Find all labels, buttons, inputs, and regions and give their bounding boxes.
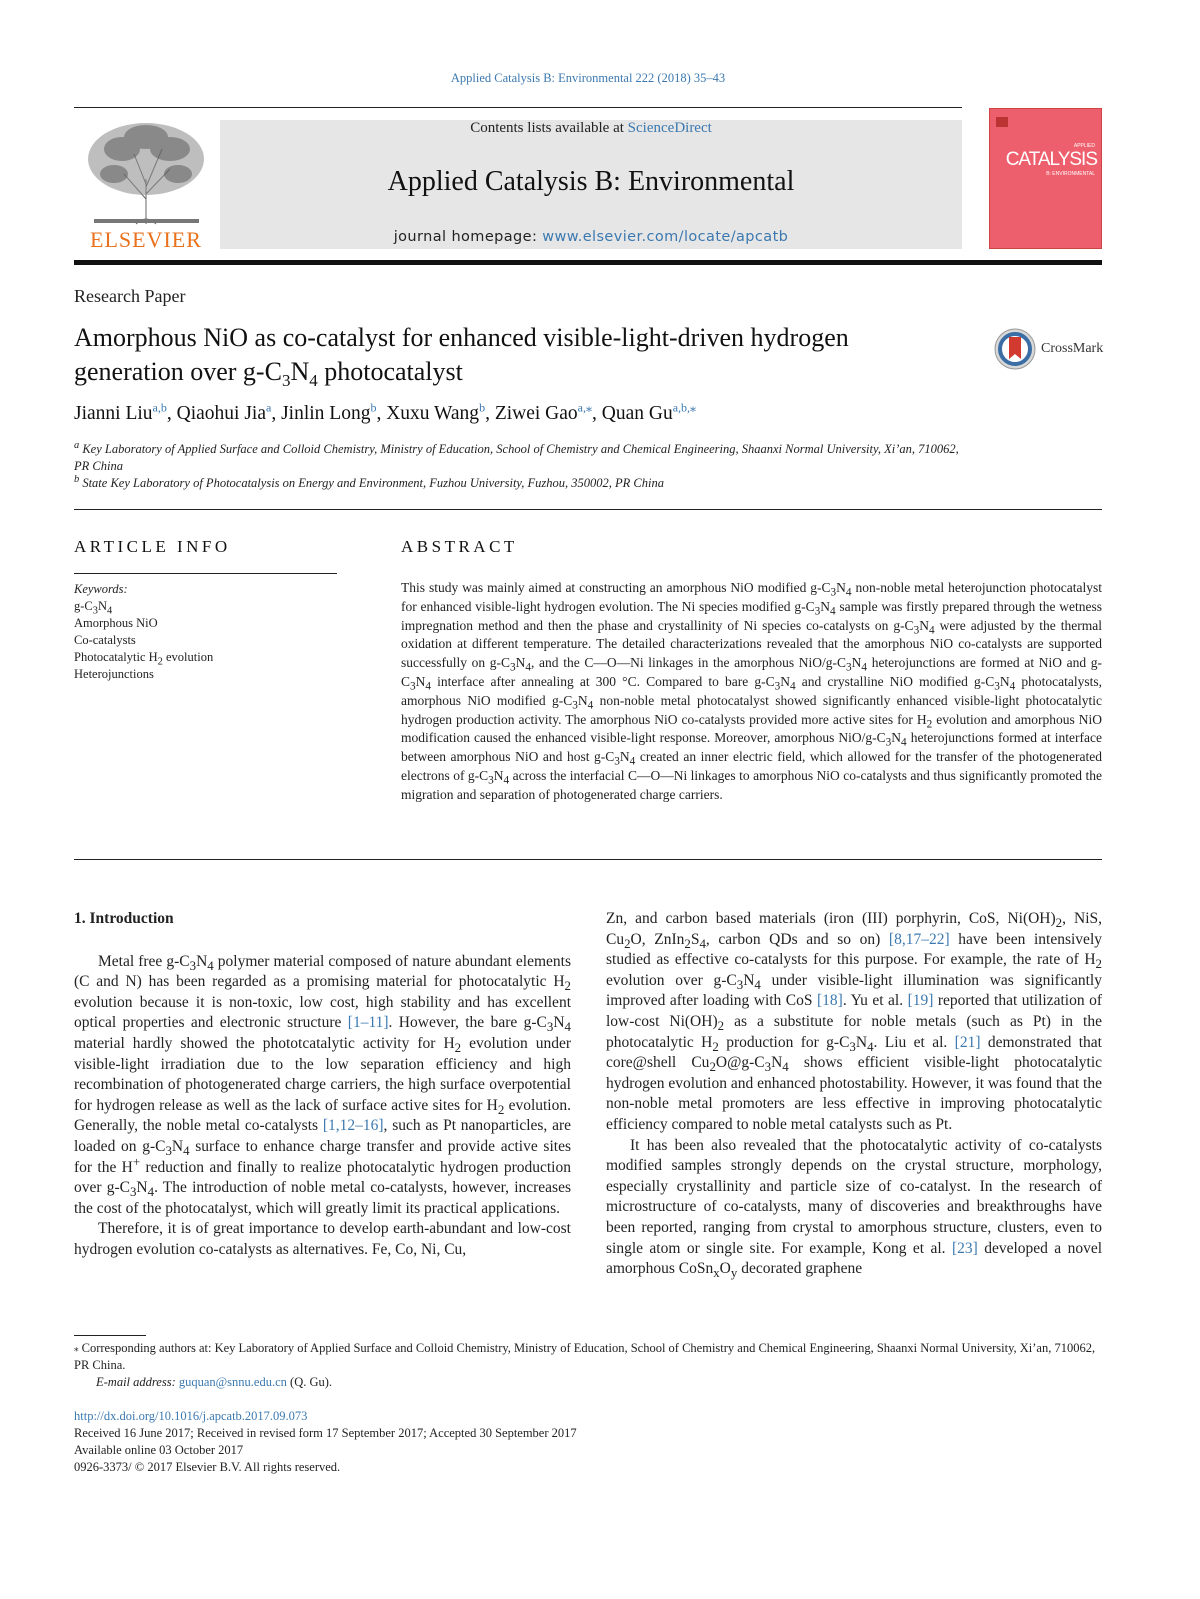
body-column-right: [606, 909, 1102, 1280]
title-line-2-mid: N: [290, 357, 310, 386]
section-rule: [74, 509, 1102, 510]
affiliation: [74, 441, 974, 475]
article-type: Research Paper: [74, 286, 186, 306]
keywords-label: Keywords:: [74, 582, 128, 596]
footnote-rule: [74, 1335, 146, 1336]
author-affil-mark[interactable]: a,b: [152, 400, 167, 415]
affiliation-mark: a: [74, 439, 80, 451]
cover-text-sub: B: ENVIRONMENTAL: [1046, 171, 1095, 177]
paragraph: Zn, and carbon based materials (iron (III) porphyrin, CoS, $Ni(OH)_2$, NiS, $Cu_2O$, $ZnIn_2S_4$, carbon QDs and so on) [8,17–22] have been intensively studied as effective co-catalysts for this purpose. For example, the rate of $H_2$ evolution over $g-C_3N_4$ under visible-light illumination was significantly improved after loading with CoS [18]. Yu et al. [19] reported that utilization of low-cost $Ni(OH)_2$ as a substitute for noble metals (such as Pt) in the photocatalytic $H_2$ production for $g-C_3N_4$. Liu et al. [21] demonstrated that core@shell $Cu_2O@g-C_3N_4$ shows efficient visible-light photocatalytic hydrogen evolution and enhanced photostability. However, it was found that the non-noble metal promoters are less effective in improving photocatalytic efficiency compared to noble metal catalysts such as Pt.: [606, 910, 1103, 1133]
author-affil-mark[interactable]: b: [479, 400, 486, 415]
abstract-text: This study was mainly aimed at constructing an amorphous NiO modified $g-C_3N_4$ non-noble metal heterojunction photocatalyst for enhanced visible-light hydrogen evolution. The Ni species modified $g-C_3N_4$ sample was firstly prepared through the wetness impregnation method and then the phase and crystallinity of Ni species co-catalysts on $g-C_3N_4$ were adjusted by the thermal oxidation at different temperature. The detailed characterizations revealed that the amorphous NiO co-catalysts are supported successfully on $g-C_3N_4$, and the C—O—Ni linkages in the amorphous NiO/$g-C_3N_4$ heterojunctions are formed at NiO and $g-C_3N_4$ interface after annealing at 300 °C. Compared to bare $g-C_3N_4$ and crystalline NiO modified $g-C_3N_4$ photocatalysts, amorphous NiO modified $g-C_3N_4$ non-noble metal photocatalyst showed significantly enhanced visible-light photocatalytic hydrogen production activity. The amorphous NiO co-catalysts provided more active sites for $H_2$ evolution and amorphous NiO modification caused the enhanced visible-light response. Moreover, amorphous NiO/$g-C_3N_4$ heterojunctions formed at interface between amorphous NiO and host $g-C_3N_4$ created an inner electric field, which allowed for the transfer of the photogenerated electrons of $g-C_3N_4$ across the interfacial C—O—Ni linkages to amorphous NiO co-catalysts and thus significantly promoted the migration and separation of photogenerated charge carriers.: [401, 580, 1103, 802]
keywords-list: [74, 581, 337, 683]
email-line: [74, 1374, 1102, 1391]
keyword: Co-catalysts: [74, 633, 136, 647]
email-label: E-mail address:: [96, 1375, 179, 1389]
citation-link[interactable]: [18]: [817, 992, 843, 1010]
article-info-rule: [74, 573, 337, 574]
title-line-1: Amorphous NiO as co-catalyst for enhanced visible-light-driven hydrogen: [74, 323, 849, 352]
affiliation: [74, 475, 974, 492]
cover-text-main: CATALYSIS: [1005, 149, 1097, 170]
keyword: Photocatalytic $H_2$ evolution: [74, 650, 214, 668]
keyword: $g-C_3N_4$: [74, 599, 113, 617]
contents-line: [220, 120, 962, 137]
sciencedirect-link[interactable]: ScienceDirect: [627, 120, 712, 136]
affiliation-text: State Key Laboratory of Photocatalysis on Energy and Environment, Fuzhou University, Fuzhou, 350002, PR China: [82, 476, 664, 490]
journal-cover-thumbnail[interactable]: [989, 108, 1102, 249]
contents-prefix: Contents lists available at: [470, 120, 628, 136]
paragraph: Therefore, it is of great importance to develop earth-abundant and low-cost hydrogen evolution co-catalysts as alternatives. Fe, Co, Ni, Cu,: [74, 1220, 571, 1258]
homepage-prefix: journal homepage:: [393, 229, 543, 245]
elsevier-wordmark: ELSEVIER: [90, 227, 202, 251]
article-info-heading: ARTICLE INFO: [74, 537, 231, 556]
corresponding-author-note: ⁎ Corresponding authors at: Key Laboratory of Applied Surface and Colloid Chemistry, Ministry of Education, School of Chemistry and Chemical Engineering, Shaanxi Normal University, Xi’an, 710062, PR China.: [74, 1341, 1096, 1372]
citation-link[interactable]: [21]: [954, 1033, 981, 1051]
email-link[interactable]: guquan@snnu.edu.cn: [178, 1375, 287, 1389]
author-list: Jianni Liu$^{a,b}$, Qiaohui Jia$^a$, Jinlin Long$^b$, Xuxu Wang$^b$, Ziwei Gao$^{a,⁎}$, Quan $Gu^{a,b,⁎}$: [74, 400, 697, 424]
citation-link[interactable]: [1–11]: [347, 1014, 389, 1032]
author-affil-mark[interactable]: a,b,⁎: [672, 400, 697, 415]
journal-reference[interactable]: Applied Catalysis B: Environmental 222 (2018) 35–43: [450, 71, 726, 85]
abstract-heading: ABSTRACT: [401, 537, 518, 556]
title-line-2-pre: generation over g-C: [74, 357, 282, 386]
header-rule: [74, 107, 962, 108]
crossmark-label: CrossMark: [1041, 341, 1104, 356]
online-date: Available online 03 October 2017: [74, 1443, 244, 1457]
citation-link[interactable]: [19]: [907, 992, 934, 1010]
elsevier-tree-logo: [74, 119, 219, 251]
author[interactable]: Xuxu Wang: [386, 403, 480, 424]
affiliation-mark: b: [74, 473, 80, 485]
received-dates: Received 16 June 2017; Received in revised form 17 September 2017; Accepted 30 September 2017: [74, 1426, 577, 1440]
publication-info: [74, 1408, 1102, 1476]
author-affil-mark[interactable]: a: [265, 400, 272, 415]
homepage-link[interactable]: www.elsevier.com/locate/apcatb: [542, 229, 789, 245]
author[interactable]: Jinlin Long: [281, 403, 371, 424]
author[interactable]: Jianni Liu: [74, 403, 153, 424]
citation-link[interactable]: [8,17–22]: [888, 930, 950, 948]
article-title: Amorphous NiO as co-catalyst for enhanced visible-light-driven hydrogen generation over $g-C_3N_4$ photocatalyst: [74, 323, 849, 391]
paragraph: Metal free $g-C_3N_4$ polymer material composed of nature abundant elements (C and N) has been regarded as a promising material for photocatalytic $H_2$ evolution because it is non-toxic, low cost, high stability and has excellent optical properties and electronic structure [1–11]. However, the bare $g-C_3N_4$ material hardly showed the phototcatalytic activity for $H_2$ evolution under visible-light irradiation due to the low separation efficiency and high recombination of photogenerated charge carriers, the high surface overpotential for hydrogen release as well as the lack of surface active sites for $H_2$ evolution. Generally, the noble metal co-catalysts [1,12–16], such as Pt nanoparticles, are loaded on $g-C_3N_4$ surface to enhance charge transfer and provide active sites for the H+ reduction and finally to realize photocatalytic hydrogen production over $g-C_3N_4$. The introduction of noble metal co-catalysts, however, increases the cost of the photocatalyst, which will greatly limit its practical applications.: [74, 952, 572, 1217]
author[interactable]: Quan Gu: [601, 403, 673, 424]
crossmark-badge[interactable]: [993, 327, 1113, 371]
homepage-line: [220, 229, 962, 245]
section-rule: [74, 859, 1102, 860]
affiliation-text: Key Laboratory of Applied Surface and Colloid Chemistry, Ministry of Education, School of Chemistry and Chemical Engineering, Shaanxi Normal University, Xi’an, 710062, PR China: [74, 442, 959, 473]
copyright: 0926-3373/ © 2017 Elsevier B.V. All rights reserved.: [74, 1460, 341, 1474]
keyword: Heterojunctions: [74, 667, 154, 681]
title-line-2-post: photocatalyst: [317, 357, 463, 386]
header-thick-rule: [74, 260, 1102, 265]
doi-link[interactable]: http://dx.doi.org/10.1016/j.apcatb.2017.09.073: [74, 1409, 308, 1423]
citation-link[interactable]: [23]: [951, 1239, 978, 1257]
keyword: Amorphous NiO: [74, 616, 158, 630]
paragraph: It has been also revealed that the photocatalytic activity of co-catalysts modified samples strongly depends on the crystal structure, morphology, especially crystallinity and particle size of co-catalyst. In the research of microstructure of co-catalysts, many of discoveries and breakthroughs have been reported, ranging from crystal to amorphous structure, clusters, even to single atom or single site. For example, Kong et al. [23] developed a novel amorphous $CoSn_xO_y$ decorated graphene: [606, 1136, 1103, 1281]
author[interactable]: Qiaohui Jia: [176, 403, 266, 424]
email-owner: (Q. Gu).: [286, 1375, 333, 1389]
author-affil-mark[interactable]: b: [370, 400, 377, 415]
author[interactable]: Ziwei Gao: [494, 403, 578, 424]
corresponding-text: Corresponding authors at: Key Laboratory of Applied Surface and Colloid Chemistry, Ministry of Education, School of Chemistry and Chemical Engineering, Shaanxi Normal University, Xi’an, 710062, PR China.: [74, 1341, 1096, 1372]
citation-link[interactable]: [1,12–16]: [322, 1117, 384, 1135]
author-affil-mark[interactable]: a,⁎: [577, 400, 592, 415]
section-heading: 1. Introduction: [74, 910, 174, 927]
cover-text-top: APPLIED: [1073, 143, 1095, 149]
crossmark-icon: [993, 327, 1037, 371]
affiliations: [74, 441, 974, 492]
journal-title: Applied Catalysis B: Environmental: [387, 166, 795, 197]
body-column-left: [74, 909, 571, 1261]
footnotes: [74, 1340, 1102, 1391]
cover-logo-mark: [996, 117, 1008, 127]
